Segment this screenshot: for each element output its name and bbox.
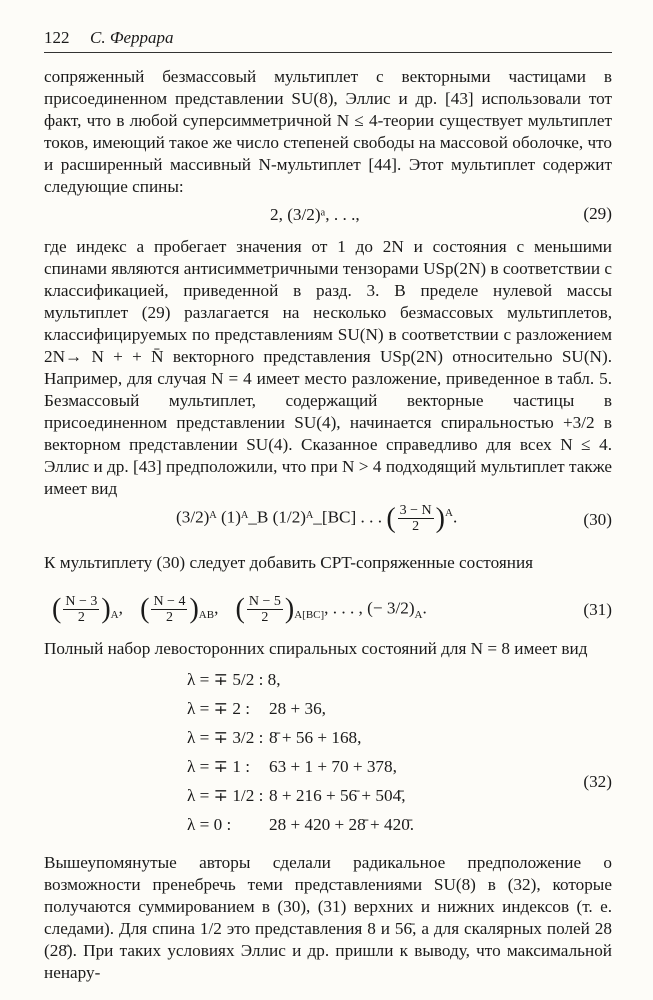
paragraph-2: где индекс a пробегает значения от 1 до 2N и состояния с меньшими спинами являются антисимметричными тензорами USp(2N) в соответствии с классификацией, приведенной в разд. 3. В пределе нулевой массы мультиплет (29) разлагается на несколько безмассовых мультиплетов, классифицируемых по представлениям SU(N) в соответствии с разложением 2N→ N + + N̄ векторного представления USp(2N) относительно SU(N). Например, для случая N = 4 имеет место разложение, приведенное в табл. 5. Безмассовый мультиплет, содержащий векторные частицы в присоединенном представлении SU(4), начинается спиральностью +3/2 в векторном представлении SU(4). Сказанное справедливо для всех N ≤ 4. Эллис и др. [43] предположили, что при N > 4 подходящий мультиплет также имеет вид xyxy=(44,237,612,498)
equation-31-fraction-3: $\frac{N - 5}{2}$ xyxy=(248,594,281,625)
equation-30-fraction: $\frac{3 - N}{2}$ xyxy=(399,503,432,535)
paragraph-1: сопряженный безмассовый мультиплет с векторными частицами в присоединенном представлении SU(8), Эллис и др. [43] использовали тот факт, что в любой суперсимметричной N ≤ 4-теории существует мультиплет токов, имеющий такое же число степеней свободы на массовой оболочке, что и расширенный массивный N-мультиплет [44]. Этот мультиплет содержит следующие спины: xyxy=(44,67,612,196)
paragraph-5: Вышеупомянутые авторы сделали радикальное предположение о возможности пренебречь теми представлениями SU(8) в (32), которые получаются суммированием в (30), (31) верхних и нижних индексов (т. е. следами). Для спина 1/2 это представления 8 и 56̄, а для скалярных полей 28 (28̄). При таких условиях Эллис и др. пришли к выводу, что максимальной ненару- xyxy=(44,853,612,982)
equation-30-number: (30) xyxy=(583,510,612,529)
running-head: С. Феррара xyxy=(90,28,174,47)
equation-31: ( $\frac{N - 3}{2}$ )$_A$, ( $\frac{N - 4}{2}$ )$_{AB}$, ( $\frac{N - 5}{2}$ )$_{A[BC]}$, . . . , (− $3/2)_A$. xyxy=(52,593,427,625)
equation-31-number: (31) xyxy=(583,600,612,619)
equation-29: 2, (3/2)ᵃ, . . ., xyxy=(270,205,360,224)
equation-32-number: (32) xyxy=(583,772,612,791)
equation-31-fraction-2: $\frac{N - 4}{2}$ xyxy=(153,594,186,625)
page-header xyxy=(44,28,612,54)
equation-30-lhs: (3/2)ᴬ (1)ᴬ_B (1/2)ᴬ_[BC] . . . xyxy=(176,507,383,527)
equation-30: (3/2)ᴬ (1)ᴬ_B (1/2)ᴬ_[BC] . . . ( $\frac{3 - N}{2}$ )$^A$. xyxy=(176,502,458,535)
header-rule xyxy=(44,52,612,53)
paragraph-4: Полный набор левосторонних спиральных состояний для N = 8 имеет вид xyxy=(44,639,588,658)
page-number: 122 xyxy=(44,28,70,47)
equation-31-fraction-1: $\frac{N - 3}{2}$ xyxy=(65,594,98,625)
equation-29-number: (29) xyxy=(583,204,612,223)
paragraph-3: К мультиплету (30) следует добавить CPT-сопряженные состояния xyxy=(44,553,534,572)
